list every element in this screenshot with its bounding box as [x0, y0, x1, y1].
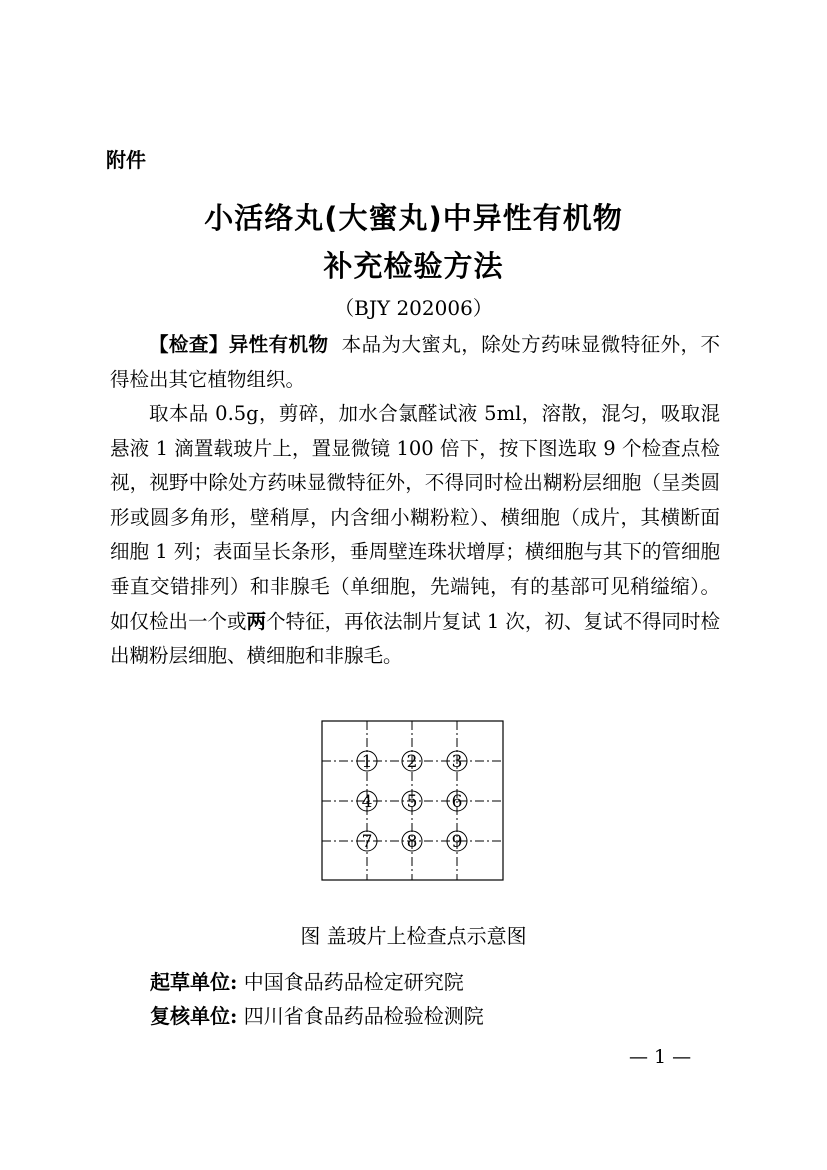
method-text-b: 个特征，再依法制片复试 1 次，初、复试不得同时检出糊粉层细胞、横细胞和非腺毛。: [110, 609, 720, 668]
figure-caption: 图 盖玻片上检查点示意图: [300, 924, 527, 948]
review-unit-value: 四川省食品药品检验检测院: [237, 1004, 484, 1028]
checkpoint-label: 4: [361, 792, 373, 812]
checkpoint-label: 1: [361, 752, 373, 772]
standard-code: （BJY 202006）: [334, 296, 493, 320]
checkpoint-label: 9: [451, 832, 463, 852]
checkpoint-label: 5: [406, 792, 418, 812]
checkpoint-label: 6: [451, 792, 463, 812]
annex-label: 附件: [106, 148, 146, 172]
section-heading: 异性有机物: [228, 333, 329, 356]
method-text-bold: 两: [246, 609, 267, 633]
review-unit-label: 复核单位:: [150, 1004, 238, 1028]
method-text-a: 取本品 0.5g，剪碎，加水合氯醛试液 5ml，溶散，混匀，吸取混悬液 1 滴置载玻片上，置显微镜 100 倍下，按下图选取 9 个检查点检视，视野中除处方药味显微特征外，不得同时检出糊粉层细胞（呈类圆形或圆多角形，壁稍厚，内含细小糊粉粒）、横细胞（成片，其横断面细胞 1 列；表面呈长条形，垂周壁连珠状增厚；横细胞与其下的管细胞垂直交错排列）和非腺毛（单细胞，先端钝，有的基部可见稍缢缩）。如仅检出一个或: [110, 402, 720, 633]
page-number: — 1 —: [629, 1046, 692, 1068]
drafting-unit-label: 起草单位:: [150, 970, 238, 994]
section-text: 本品为大蜜丸，除处方药味显微特征外，不得检出其它植物组织。: [110, 333, 720, 391]
drafting-unit: [150, 966, 464, 995]
drafting-unit-value: 中国食品药品检定研究院: [237, 970, 464, 994]
section-label: 【检查】: [149, 333, 229, 356]
checkpoint-label: 8: [406, 832, 418, 852]
document-subtitle: 补充检验方法: [323, 249, 504, 283]
checkpoint-label: 2: [406, 752, 418, 772]
checkpoint-label: 7: [361, 832, 373, 852]
checkpoint-label: 3: [451, 752, 463, 772]
review-unit: [150, 1000, 484, 1029]
document-title: 小活络丸(大蜜丸)中异性有机物: [204, 201, 623, 235]
